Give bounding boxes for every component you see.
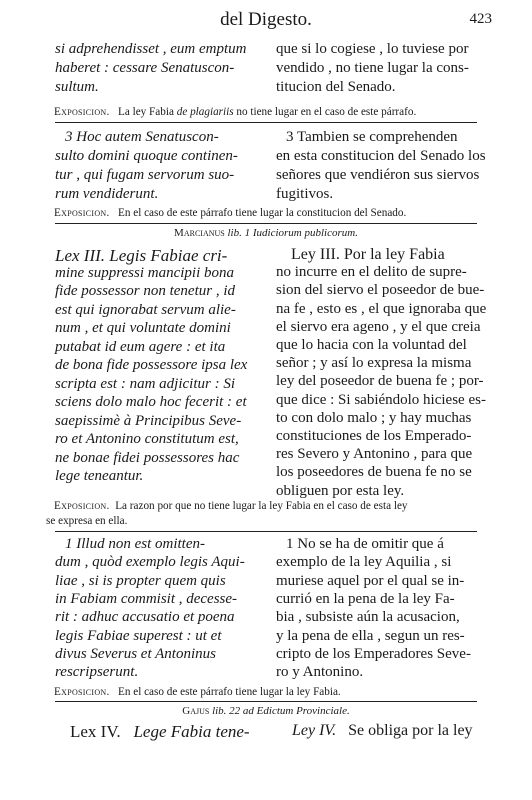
text-line: ro et Antonino constitutum est, [55,431,239,447]
text-line: que dice : Si sabiéndolo hiciese es- [276,391,486,408]
text-line: exemplo de la ley Aquilia , si [276,554,452,571]
text-line: titucion del Senado. [276,79,396,95]
text-line: to con dolo malo ; y hay muchas [276,409,472,426]
exposicion-text: La ley Fabia [118,106,177,118]
text-line: los poseedores de buena fe no se [276,464,472,481]
exposicion-label: Exposicion. [54,500,110,512]
law-text: Se obliga por la ley [348,722,473,739]
exposicion-note [54,106,416,118]
law-number: Lex IV. [70,722,121,741]
text-line: divus Severus et Antoninus [55,645,216,662]
text-line: ro y Antonino. [276,664,364,681]
text-line: haberet : cessare Senatuscon- [55,60,235,76]
text-line: cripto de los Emperadores Seve- [276,645,471,662]
text-line: muriese aquel por el qual se in- [276,572,465,589]
text-line: el siervo era ageno , y el que creia [276,318,481,335]
text-line: ley del poseedor de buena fe ; por- [276,373,484,390]
exposicion-text-end: no tiene lugar en el caso de este párrafo. [233,106,417,118]
divider-rule [55,701,477,702]
exposicion-label: Exposicion. [54,686,110,698]
exposicion-text: En el caso de este párrafo tiene lugar la constitucion del Senado. [118,207,407,219]
source-author: Marcianus [174,227,225,239]
text-line: saepissimè à Principibus Seve- [55,412,242,429]
text-line: y la pena de ella , segun un res- [276,627,465,644]
text-line: vendido , no tiene lugar la cons- [276,60,469,76]
text-line: ne bonae fidei possessores hac [55,449,240,466]
text-line: si adprehendisset , eum emptum [55,41,247,57]
source-citation [0,705,532,717]
text-line: señor ; y así lo expresa la misma [276,355,472,372]
text-line: 1 No se ha de omitir que á [286,536,444,552]
text-line: que lo hacia con la voluntad del [276,337,467,353]
text-line: na fe , esto es , el que ignoraba que [276,300,487,317]
text-line: sion del siervo el poseedor de bue- [276,282,485,299]
source-work: lib. 1 Iudiciorum publicorum. [227,227,358,239]
text-line: 1 Illud non est omitten- [65,536,205,552]
law-text: Lege Fabia tene- [133,722,250,741]
text-line: no incurre en el delito de supre- [276,264,467,281]
source-citation [0,227,532,239]
text-line: señores que vendiéron sus siervos [276,167,480,183]
text-line: rescripserunt. [55,664,139,681]
exposicion-label: Exposicion. [54,106,110,118]
text-line: Ley III. Por la ley Fabia [291,246,445,263]
text-line: legis Fabiae superest : ut et [55,627,222,644]
page-header [40,8,492,34]
exposicion-note [54,207,406,219]
text-line: est qui ignorabat servum alie- [55,301,236,318]
text-line: 3 Tambien se comprehenden [286,129,458,145]
text-line: rum vendiderunt. [55,186,159,202]
text-line: tur , qui fugam servorum suo- [55,167,235,183]
running-title: del Digesto. [220,9,312,30]
spanish-next-law [292,722,473,740]
exposicion-label: Exposicion. [54,207,110,219]
divider-rule [55,531,477,532]
latin-next-law [70,722,250,742]
text-line: constituciones de los Emperado- [276,428,472,444]
exposicion-note [54,686,341,698]
text-line: que si lo cogiese , lo tuviese por [276,41,469,57]
text-line: Lex III. Legis Fabiae cri- [55,246,228,265]
exposicion-text: La razon por que no tiene lugar la ley Fabia en el caso de esta ley [115,500,408,512]
text-line: bia , subsiste aún la acusacion, [276,609,460,626]
source-work: lib. 22 ad Edictum Provinciale. [212,705,350,717]
text-line: rit : adhuc accusatio et poena [55,609,235,626]
text-line: sciens dolo malo hoc fecerit : et [55,394,247,410]
text-line: mine suppressi mancipii bona [55,264,235,281]
text-line: sultum. [55,79,99,95]
exposicion-text: En el caso de este párrafo tiene lugar la ley Fabia. [118,686,341,698]
exposicion-note [46,499,408,529]
law-number: Ley IV. [292,722,337,739]
text-line: fugitivos. [276,186,334,202]
text-line: fide possessor non tenetur , id [55,283,235,299]
text-line: currió en la pena de la ley Fa- [276,590,455,607]
text-line: res Severo y Antonino , para que [276,446,473,463]
text-line: sulto domini quoque continen- [55,148,238,164]
text-line: num , et qui voluntate domini [55,320,231,336]
page-number: 423 [469,11,492,27]
text-line: 3 Hoc autem Senatuscon- [65,129,219,145]
text-line: in Fabiam commisit , decesse- [55,590,238,607]
text-line: en esta constitucion del Senado los [276,148,486,164]
text-line: obliguen por esta ley. [276,482,405,499]
text-line: de bona fide possessore ipsa lex [55,357,248,373]
text-line: dum , quòd exemplo legis Aqui- [55,554,245,571]
source-author: Gajus [182,705,210,717]
text-line: lege teneantur. [55,468,144,484]
divider-rule [55,122,477,123]
exposicion-text-cont: se expresa en ella. [46,515,128,527]
text-line: liae , si is propter quem quis [55,572,226,589]
divider-rule [55,223,477,224]
text-line: scripta est : nam adjicitur : Si [55,375,235,392]
exposicion-italic: de plagiariis [176,106,234,118]
text-line: putabat id eum agere : et ita [55,338,226,355]
